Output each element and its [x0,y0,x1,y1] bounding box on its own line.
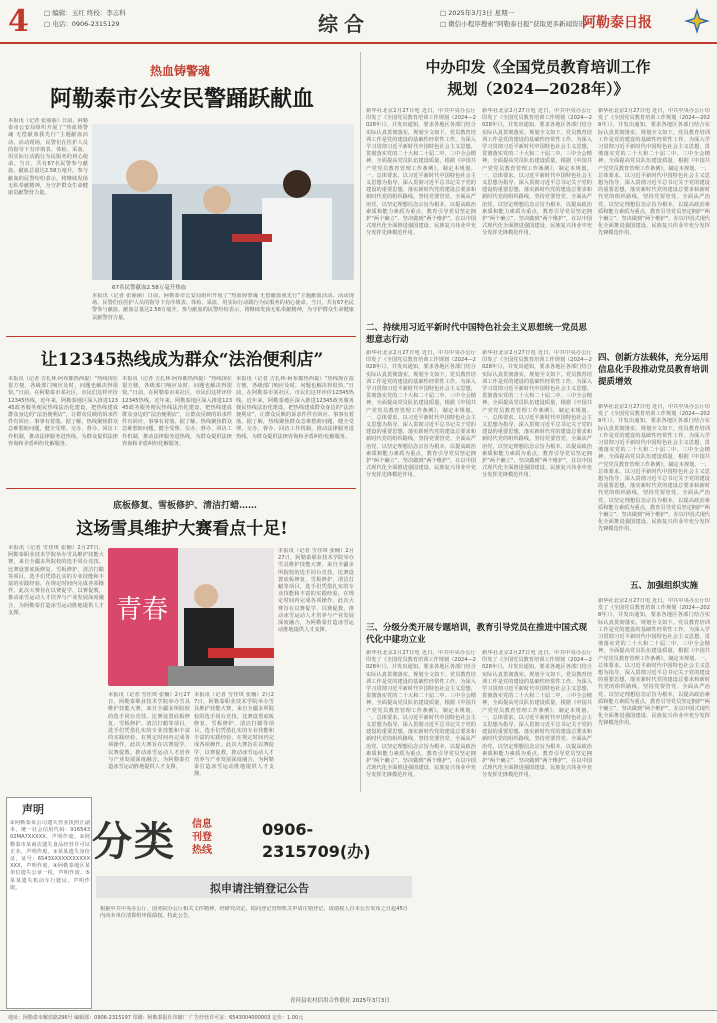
classified-sub: 信息 [192,819,212,830]
masthead-right-info [440,8,585,30]
article1-body-cont: 本报讯（记者 张丽丽）日前，阿勒泰市公安局组织开展了“热血铸警魂 无偿献血我先行”主题献血活动。活动现场，民警们在医护人员的指导下有序填表、体检、采血，用实际行动践行为民服务的初心使命。当日，共有67名民警参与献血，献血总量达2.58万毫升。参与献血的民警纷纷表示，将继续发扬无私奉献精神，为守护群众生命健康贡献警营力量。 [92,293,354,321]
article3-body-cont: 本报讯（记者 雪佳琪 张楠）2月27日，阿勒泰职业技术学院举办雪具维护技能大赛，来自全疆多所院校的选手同台竞技。比赛设置底板修复、雪板修护、清洁打蜡等项目，选手们凭借扎实的专业技能和丰富的实践经验，在规定时间内完成各项操作。此次大赛旨在以赛促学、以赛促教，推动冰雪运动人才培养与产业发展深度融合，为阿勒泰打造冰雪运动胜地提供人才支撑。 [108,692,190,771]
brand-name: 阿勒泰日报 [582,15,652,31]
article1-title: 阿勒泰市公安民警踊跃献血 [49,86,314,112]
divider [6,336,356,337]
label-a: 刊登 [192,832,212,843]
classified-info [192,818,212,857]
notice2-title: 拟申请注销登记公告 [210,882,309,895]
classified-phone: 0906-2315709(办) [262,820,371,861]
article2-body: 本报讯（记者 吉扎林·阿布都热西提）“热线现在很方便，各级部门响应及时，问题也解决得很快。”日前，在阿勒泰市某社区，市民们这样评价12345热线。近年来，阿勒泰地区深入推进12345政务服务便民热线法治化建设，把热线建成群众身边的“法治便利店”，让群众反映的诉求件件有回应、事事有着落。据了解，热线聚焦群众急难愁盼问题，健全受理、交办、督办、回访工作机制，推动法律服务进热线，为群众提供法律咨询和矛盾纠纷化解服务。 [8,376,118,447]
article3-title: 这场雪具维护大赛看点十足! [76,519,288,539]
article4-body: 新华社北京2月27日电 近日，中共中央办公厅印发了《全国党员教育培训工作规划（2024—2028年）》，并发出通知，要求各地区各部门结合实际认真贯彻落实。规划全文如下。党员教育培训工作是党的建设的基础性经常性工作。为深入学习贯彻习近平新时代中国特色社会主义思想，贯彻落实党的二十大和二十届二中、三中全会精神，全面提高党员队伍建设质量，根据《中国共产党党员教育管理工作条例》，制定本规划。一、总体要求。以习近平新时代中国特色社会主义思想为指导，深入贯彻习近平总书记关于党的建设的重要思想，落实新时代党的建设总要求和新时代党的组织路线，坚持党要管党、全面从严治党，以坚定理想信念宗旨为根本，以提高政治素质和能力素质为重点，教育引导党员坚定拥护“两个确立”、坚决做到“两个维护”，在以中国式现代化全面推进强国建设、民族复兴伟业中充分发挥先锋模范作用。 [366,108,476,237]
article4-body-cont5: 新华社北京2月27日电 近日，中共中央办公厅印发了《全国党员教育培训工作规划（2024—2028年）》，并发出通知，要求各地区各部门结合实际认真贯彻落实。规划全文如下。党员教育培训工作是党的建设的基础性经常性工作。为深入学习贯彻习近平新时代中国特色社会主义思想，贯彻落实党的二十大和二十届二中、三中全会精神，全面提高党员队伍建设质量，根据《中国共产党党员教育管理工作条例》，制定本规划。一、总体要求。以习近平新时代中国特色社会主义思想为指导，深入贯彻习近平总书记关于党的建设的重要思想，落实新时代党的建设总要求和新时代党的组织路线，坚持党要管党、全面从严治党，以坚定理想信念宗旨为根本，以提高政治素质和能力素质为重点，教育引导党员坚定拥护“两个确立”、坚决做到“两个维护”，在以中国式现代化全面推进强国建设、民族复兴伟业中充分发挥先锋模范作用。 [598,404,710,533]
classified-banner [92,810,412,880]
editor-line: □ 编辑：玉红 终校：李志科 [44,9,126,17]
label-b: 热线 [192,845,212,856]
article4-title-line1: 中办印发《全国党员教育培训工作 [425,58,651,76]
article1-caption: 67名民警献血2.58万毫升热血 [112,285,187,291]
divider [6,488,356,489]
section-heading-4: 四、创新方法载体，充分运用信息化手段推动党员教育培训提质增效 [598,353,709,387]
article3-body-cont2: 本报讯（记者 雪佳琪 张楠）2月27日，阿勒泰职业技术学院举办雪具维护技能大赛，来自全疆多所院校的选手同台竞技。比赛设置底板修复、雪板修护、清洁打蜡等项目，选手们凭借扎实的专业技能和丰富的实践经验，在规定时间内完成各项操作。此次大赛旨在以赛促学、以赛促教，推动冰雪运动人才培养与产业发展深度融合，为阿勒泰打造冰雪运动胜地提供人才支撑。 [194,692,274,778]
article4-body-cont: 新华社北京2月27日电 近日，中共中央办公厅印发了《全国党员教育培训工作规划（2024—2028年）》，并发出通知，要求各地区各部门结合实际认真贯彻落实。规划全文如下。党员教育培训工作是党的建设的基础性经常性工作。为深入学习贯彻习近平新时代中国特色社会主义思想，贯彻落实党的二十大和二十届二中、三中全会精神，全面提高党员队伍建设质量，根据《中国共产党党员教育管理工作条例》，制定本规划。一、总体要求。以习近平新时代中国特色社会主义思想为指导，深入贯彻习近平总书记关于党的建设的重要思想，落实新时代党的建设总要求和新时代党的组织路线，坚持党要管党、全面从严治党，以坚定理想信念宗旨为根本，以提高政治素质和能力素质为重点，教育引导党员坚定拥护“两个确立”、坚决做到“两个维护”，在以中国式现代化全面推进强国建设、民族复兴伟业中充分发挥先锋模范作用。 [482,108,592,237]
article3-body-cont3: 本报讯（记者 雪佳琪 张楠）2月27日，阿勒泰职业技术学院举办雪具维护技能大赛，来自全疆多所院校的选手同台竞技。比赛设置底板修复、雪板修护、清洁打蜡等项目，选手们凭借扎实的专业技能和丰富的实践经验，在规定时间内完成各项操作。此次大赛旨在以赛促学、以赛促教，推动冰雪运动人才培养与产业发展深度融合，为阿勒泰打造冰雪运动胜地提供人才支撑。 [278,548,354,634]
section-title: 综合 [318,12,370,36]
editor-info [44,8,126,30]
phone-line: □ 电话：0906-2315129 [44,20,120,28]
article4-body-cont3: 新华社北京2月27日电 近日，中共中央办公厅印发了《全国党员教育培训工作规划（2024—2028年）》，并发出通知，要求各地区各部门结合实际认真贯彻落实。规划全文如下。党员教育培训工作是党的建设的基础性经常性工作。为深入学习贯彻习近平新时代中国特色社会主义思想，贯彻落实党的二十大和二十届二中、三中全会精神，全面提高党员队伍建设质量，根据《中国共产党党员教育管理工作条例》，制定本规划。一、总体要求。以习近平新时代中国特色社会主义思想为指导，深入贯彻习近平总书记关于党的建设的重要思想，落实新时代党的建设总要求和新时代党的组织路线，坚持党要管党、全面从严治党，以坚定理想信念宗旨为根本，以提高政治素质和能力素质为重点，教育引导党员坚定拥护“两个确立”、坚决做到“两个维护”，在以中国式现代化全面推进强国建设、民族复兴伟业中充分发挥先锋模范作用。 [366,350,476,479]
article1-kicker: 热血铸警魂 [149,64,210,78]
article4-body-cont7: 新华社北京2月27日电 近日，中共中央办公厅印发了《全国党员教育培训工作规划（2024—2028年）》，并发出通知，要求各地区各部门结合实际认真贯彻落实。规划全文如下。党员教育培训工作是党的建设的基础性经常性工作。为深入学习贯彻习近平新时代中国特色社会主义思想，贯彻落实党的二十大和二十届二中、三中全会精神，全面提高党员队伍建设质量，根据《中国共产党党员教育管理工作条例》，制定本规划。一、总体要求。以习近平新时代中国特色社会主义思想为指导，深入贯彻习近平总书记关于党的建设的重要思想，落实新时代党的建设总要求和新时代党的组织路线，坚持党要管党、全面从严治党，以坚定理想信念宗旨为根本，以提高政治素质和能力素质为重点，教育引导党员坚定拥护“两个确立”、坚决做到“两个维护”，在以中国式现代化全面推进强国建设、民族复兴伟业中充分发挥先锋模范作用。 [366,650,476,779]
notice-title: 声明 [22,803,44,816]
classified-label: 分类 [92,818,176,865]
column-divider [360,52,361,792]
article3-kicker: 底板修复、雪板修护、清洁打蜡…… [112,501,257,511]
article4-body-cont4: 新华社北京2月27日电 近日，中共中央办公厅印发了《全国党员教育培训工作规划（2024—2028年）》，并发出通知，要求各地区各部门结合实际认真贯彻落实。规划全文如下。党员教育培训工作是党的建设的基础性经常性工作。为深入学习贯彻习近平新时代中国特色社会主义思想，贯彻落实党的二十大和二十届二中、三中全会精神，全面提高党员队伍建设质量，根据《中国共产党党员教育管理工作条例》，制定本规划。一、总体要求。以习近平新时代中国特色社会主义思想为指导，深入贯彻习近平总书记关于党的建设的重要思想，落实新时代党的建设总要求和新时代党的组织路线，坚持党要管党、全面从严治党，以坚定理想信念宗旨为根本，以提高政治素质和能力素质为重点，教育引导党员坚定拥护“两个确立”、坚决做到“两个维护”，在以中国式现代化全面推进强国建设、民族复兴伟业中充分发挥先锋模范作用。 [482,350,592,479]
notice2-body: 根据中共中央办公厅、国务院办公厅相关文件精神，经研究决定，拟向登记管理机关申请注销登记，请债权人自本公告发布之日起45日内向本单位清算组申报债权。特此公告。 [100,906,408,920]
notice2-sign: 青河县农村信用合作联社 2025年3月3日 [290,998,390,1004]
svg-text:青春: 青春 [116,595,169,625]
section-heading-3: 三、分级分类开展专题培训，教育引导党员在推进中国式现代化中建功立业 [366,623,588,645]
article2-title: 让12345热线成为群众“法治便利店” [40,350,324,370]
article4-body-cont2: 新华社北京2月27日电 近日，中共中央办公厅印发了《全国党员教育培训工作规划（2024—2028年）》，并发出通知，要求各地区各部门结合实际认真贯彻落实。规划全文如下。党员教育培训工作是党的建设的基础性经常性工作。为深入学习贯彻习近平新时代中国特色社会主义思想，贯彻落实党的二十大和二十届二中、三中全会精神，全面提高党员队伍建设质量，根据《中国共产党党员教育管理工作条例》，制定本规划。一、总体要求。以习近平新时代中国特色社会主义思想为指导，深入贯彻习近平总书记关于党的建设的重要思想，落实新时代党的建设总要求和新时代党的组织路线，坚持党要管党、全面从严治党，以坚定理想信念宗旨为根本，以提高政治素质和能力素质为重点，教育引导党员坚定拥护“两个确立”、坚决做到“两个维护”，在以中国式现代化全面推进强国建设、民族复兴伟业中充分发挥先锋模范作用。 [598,108,710,237]
notice-body: ①阿勒泰某公司遗失营业执照正副本，统一社会信用代码：91654302MA7XXXXX，声明作废。②阿勒泰市某商店遗失食品经营许可证正本，声明作废。③某某遗失身份证，证号：6543XXXXXXXXXXXXXX，声明作废。④阿勒泰地区某单位遗失公章一枚，声明作废。⑤某某遗失机动车行驶证，声明作废。 [10,820,90,891]
tip-line: □ 微信小程序搜索“阿勒泰日报”获取更多新闻资讯 [440,20,585,28]
article2-body-cont2: 本报讯（记者 吉扎林·阿布都热西提）“热线现在很方便，各级部门响应及时，问题也解决得很快。”日前，在阿勒泰市某社区，市民们这样评价12345热线。近年来，阿勒泰地区深入推进12345政务服务便民热线法治化建设，把热线建成群众身边的“法治便利店”，让群众反映的诉求件件有回应、事事有着落。据了解，热线聚焦群众急难愁盼问题，健全受理、交办、督办、回访工作机制，推动法律服务进热线，为群众提供法律咨询和矛盾纠纷化解服务。 [236,376,354,440]
article4-title [364,56,712,100]
date-line: □ 2025年3月3日 星期一 [440,9,515,17]
article4-title-line2: 规划（2024—2028年）》 [447,80,629,98]
masthead [0,0,717,44]
article4-body-cont8: 新华社北京2月27日电 近日，中共中央办公厅印发了《全国党员教育培训工作规划（2024—2028年）》，并发出通知，要求各地区各部门结合实际认真贯彻落实。规划全文如下。党员教育培训工作是党的建设的基础性经常性工作。为深入学习贯彻习近平新时代中国特色社会主义思想，贯彻落实党的二十大和二十届二中、三中全会精神，全面提高党员队伍建设质量，根据《中国共产党党员教育管理工作条例》，制定本规划。一、总体要求。以习近平新时代中国特色社会主义思想为指导，深入贯彻习近平总书记关于党的建设的重要思想，落实新时代党的建设总要求和新时代党的组织路线，坚持党要管党、全面从严治党，以坚定理想信念宗旨为根本，以提高政治素质和能力素质为重点，教育引导党员坚定拥护“两个确立”、坚决做到“两个维护”，在以中国式现代化全面推进强国建设、民族复兴伟业中充分发挥先锋模范作用。 [482,650,592,779]
newspaper-logo-icon [682,6,712,36]
article1-photo [92,124,354,280]
section-heading-2: 二、持续用习近平新时代中国特色社会主义思想统一党员思想意志行动 [366,323,588,345]
article2-body-cont: 本报讯（记者 吉扎林·阿布都热西提）“热线现在很方便，各级部门响应及时，问题也解决得很快。”日前，在阿勒泰市某社区，市民们这样评价12345热线。近年来，阿勒泰地区深入推进12345政务服务便民热线法治化建设，把热线建成群众身边的“法治便利店”，让群众反映的诉求件件有回应、事事有着落。据了解，热线聚焦群众急难愁盼问题，健全受理、交办、督办、回访工作机制，推动法律服务进热线，为群众提供法律咨询和矛盾纠纷化解服务。 [122,376,232,447]
article1-body: 本报讯（记者 张丽丽）日前，阿勒泰市公安局组织开展了“热血铸警魂 无偿献血我先行”主题献血活动。活动现场，民警们在医护人员的指导下有序填表、体检、采血，用实际行动践行为民服务的初心使命。当日，共有67名民警参与献血，献血总量达2.58万毫升。参与献血的民警纷纷表示，将继续发扬无私奉献精神，为守护群众生命健康贡献警营力量。 [8,118,88,197]
article3-body: 本报讯（记者 雪佳琪 张楠）2月27日，阿勒泰职业技术学院举办雪具维护技能大赛，来自全疆多所院校的选手同台竞技。比赛设置底板修复、雪板修护、清洁打蜡等项目，选手们凭借扎实的专业技能和丰富的实践经验，在规定时间内完成各项操作。此次大赛旨在以赛促学、以赛促教，推动冰雪运动人才培养与产业发展深度融合，为阿勒泰打造冰雪运动胜地提供人才支撑。 [8,545,104,616]
footer: 地址：阿勒泰市解放路296号 编辑部：0906-2315197 印刷：阿勒泰报社印刷厂 广告经营许可证：6543004000003 定价：1.00元 [0,1010,717,1023]
article3-photo [108,548,274,686]
page-number: 4 [8,4,29,39]
section-heading-5: 五、加强组织实施 [630,581,699,591]
article4-body-cont6: 新华社北京2月27日电 近日，中共中央办公厅印发了《全国党员教育培训工作规划（2024—2028年）》，并发出通知，要求各地区各部门结合实际认真贯彻落实。规划全文如下。党员教育培训工作是党的建设的基础性经常性工作。为深入学习贯彻习近平新时代中国特色社会主义思想，贯彻落实党的二十大和二十届二中、三中全会精神，全面提高党员队伍建设质量，根据《中国共产党党员教育管理工作条例》，制定本规划。一、总体要求。以习近平新时代中国特色社会主义思想为指导，深入贯彻习近平总书记关于党的建设的重要思想，落实新时代党的建设总要求和新时代党的组织路线，坚持党要管党、全面从严治党，以坚定理想信念宗旨为根本，以提高政治素质和能力素质为重点，教育引导党员坚定拥护“两个确立”、坚决做到“两个维护”，在以中国式现代化全面推进强国建设、民族复兴伟业中充分发挥先锋模范作用。 [598,598,710,727]
